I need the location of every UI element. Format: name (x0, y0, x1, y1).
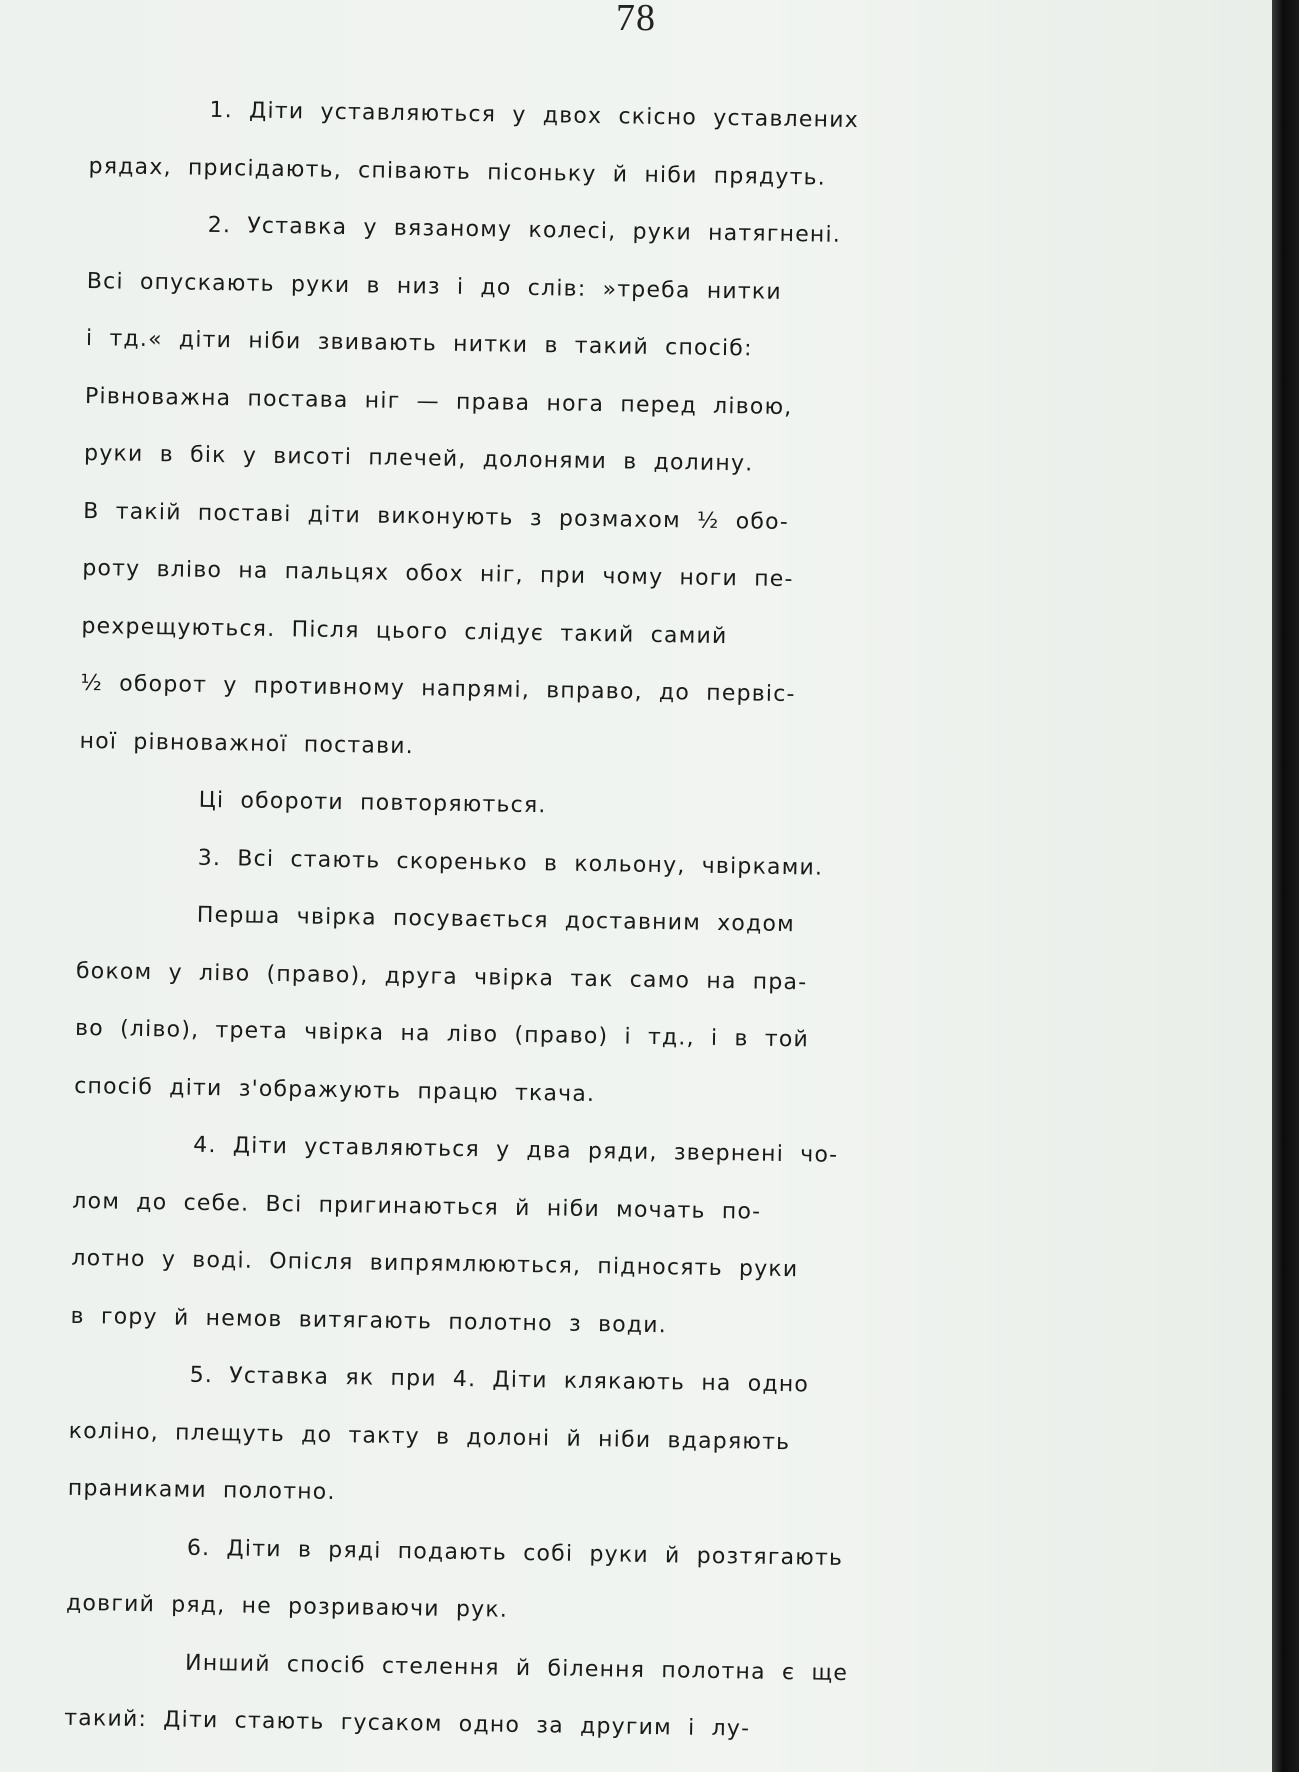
text-line: 5. Уставка як при 4. Діти клякають на одно (189, 1362, 810, 1398)
text-line: рехрещуються. Після цього слідує такий самий (81, 613, 728, 649)
text-line: рядах, присідають, співають пісоньку й ніби прядуть. (88, 153, 827, 191)
text-line: Всі опускають руки в низ і до слів: »треба нитки (86, 268, 783, 305)
text-line: Рівноважна постава ніг — права нога перед лівою, (84, 383, 793, 420)
text-line: 4. Діти уставляються у два ряди, звернені чо- (193, 1132, 839, 1168)
text-line: в гору й немов витягають полотно з води. (70, 1303, 668, 1338)
text-line: ½ оборот у противному напрямі, вправо, до первіс- (80, 670, 796, 708)
text-line: 6. Діти в ряді подають собі руки й розтягають (186, 1535, 844, 1571)
text-line: В такій поставі діти виконують з розмахом ½ обо- (83, 498, 790, 535)
text-line: лом до себе. Всі пригинаються й ніби мочать по- (72, 1188, 762, 1225)
text-line: руки в бік у висоті плечей, долонями в долину. (83, 440, 754, 477)
text-line: во (ліво), трета чвірка на ліво (право) і тд., і в той (74, 1015, 810, 1053)
text-line: ної рівноважної постави. (79, 728, 415, 759)
text-line: лотно у воді. Опісля випрямлюються, підносять руки (71, 1245, 799, 1283)
text-line: Инший спосіб стелення й білення полотна є ще (184, 1650, 849, 1686)
page-number: 78 (616, 0, 656, 39)
text-line: 3. Всі стають скоренько в кольону, чвірками. (197, 845, 824, 881)
text-line: праниками полотно. (67, 1475, 336, 1506)
text-line: і тд.« діти ніби звивають нитки в такий спосіб: (85, 325, 753, 362)
text-line: коліно, плещуть до такту в долоні й ніби вдаряють (68, 1418, 791, 1455)
text-line: спосіб діти з'ображують працю ткача. (74, 1073, 596, 1107)
text-line: Перша чвірка посувається доставним ходом (196, 902, 796, 938)
body-text (64, 80, 1265, 1766)
text-line: такий: Діти стають гусаком одно за другим і лу- (64, 1705, 751, 1742)
text-line: боком у ліво (право), друга чвірка так само на пра- (75, 958, 808, 995)
text-line: 2. Уставка у вязаному колесі, руки натягнені. (207, 212, 842, 248)
text-line: роту вліво на пальцях обох ніг, при чому ноги пе- (82, 555, 794, 593)
page-edge-shadow (1272, 0, 1299, 1772)
text-line: довгий ряд, не розриваючи рук. (65, 1590, 509, 1623)
text-line: 1. Діти уставляються у двох скісно уставлених (209, 97, 860, 134)
text-line: Ці обороти повторяються. (198, 787, 547, 819)
